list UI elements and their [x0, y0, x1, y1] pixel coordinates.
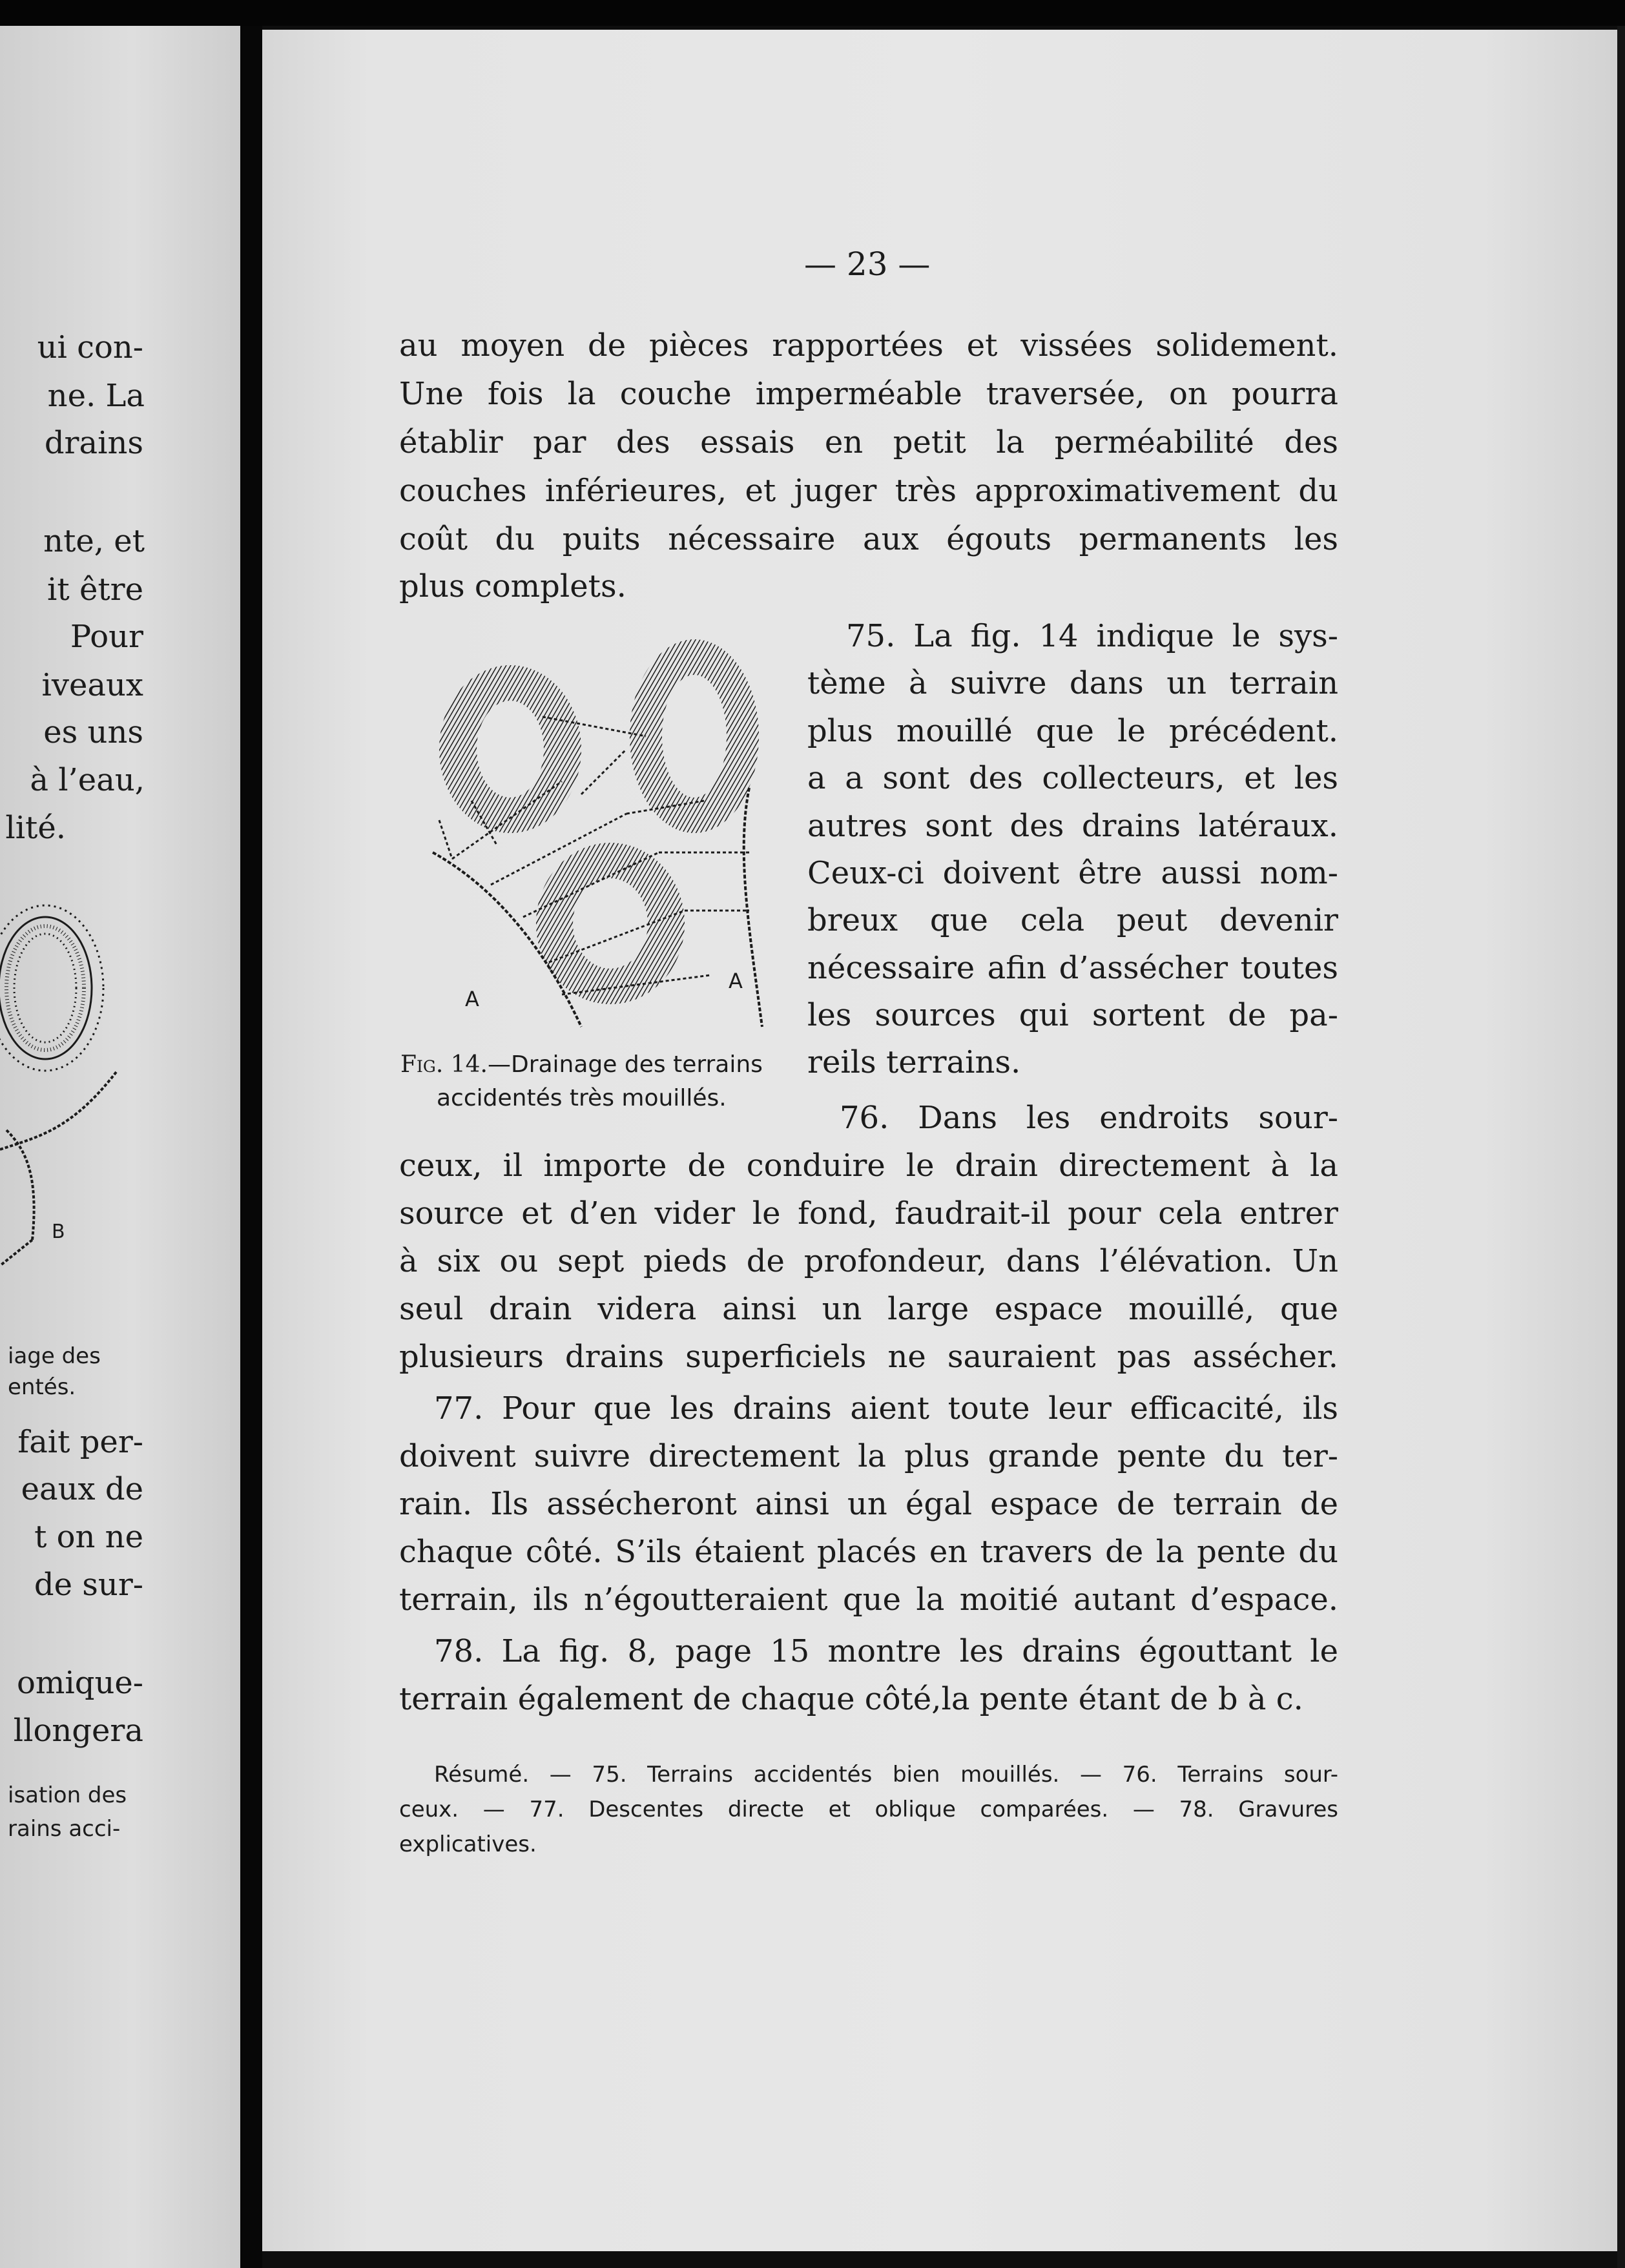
- para-76-line: plusieurs drains superficiels ne sauraient pas assécher.: [399, 1339, 1338, 1375]
- left-text-line: Pour: [70, 619, 143, 655]
- scan-right-border: [1617, 26, 1625, 2268]
- figure-caption-line2: accidentés très mouillés.: [437, 1085, 727, 1111]
- page-gutter: [240, 26, 262, 2268]
- para-76-line: seul drain videra ainsi un large espace mouillé, que: [399, 1291, 1338, 1327]
- left-text-line: de sur-: [34, 1567, 143, 1603]
- left-spring-blob: [0, 905, 103, 1071]
- para-75-line: a a sont des collecteurs, et les: [807, 760, 1338, 796]
- para-77-line: doivent suivre directement la plus grande pente du ter-: [399, 1438, 1338, 1474]
- left-caption-line: entés.: [8, 1374, 76, 1400]
- body-text-line: plus complets.: [399, 568, 626, 604]
- body-text-line: établir par des essais en petit la perméabilité des: [399, 424, 1338, 460]
- para-75-line: breux que cela peut devenir: [807, 902, 1338, 938]
- left-text-line: iveaux: [41, 667, 143, 703]
- left-text-line: drains: [44, 425, 143, 461]
- left-summary-line: rains acci-: [8, 1816, 121, 1842]
- summary-line: Résumé. — 75. Terrains accidentés bien mouillés. — 76. Terrains sour-: [434, 1762, 1338, 1788]
- left-summary-line: isation des: [8, 1782, 127, 1808]
- para-75-line: Ceux-ci doivent être aussi nom-: [807, 855, 1338, 891]
- para-77-line: 77. Pour que les drains aient toute leur efficacité, ils: [434, 1390, 1338, 1427]
- figure-caption-title: —Drainage des terrains: [487, 1051, 763, 1078]
- para-76-line: à six ou sept pieds de profondeur, dans l’élévation. Un: [399, 1243, 1338, 1279]
- body-text-line: coût du puits nécessaire aux égouts permanents les: [399, 521, 1338, 557]
- para-76-line: source et d’en vider le fond, faudrait-il pour cela entrer: [399, 1195, 1338, 1232]
- left-drain-line: [0, 1240, 32, 1266]
- figure-label-left: A: [465, 987, 479, 1011]
- spring-zone-bottom: [536, 843, 685, 1004]
- left-text-line: llongera: [13, 1713, 143, 1749]
- left-caption-line: iage des: [8, 1343, 101, 1369]
- spring-zone-top-right: [630, 639, 759, 833]
- body-text-line: au moyen de pièces rapportées et vissées solidement.: [399, 327, 1338, 364]
- scan-top-border: [0, 0, 1625, 26]
- left-text-line: omique-: [16, 1665, 143, 1701]
- para-78-line: 78. La fig. 8, page 15 montre les drains égouttant le: [434, 1633, 1338, 1669]
- left-text-line: nte, et: [43, 523, 145, 559]
- left-text-line: t on ne: [34, 1519, 143, 1555]
- figure-caption-number: Fig. 14.: [400, 1051, 488, 1078]
- left-text-line: ui con-: [37, 329, 143, 366]
- body-text-line: Une fois la couche imperméable traversée, on pourra: [399, 376, 1338, 412]
- para-77-line: terrain, ils n’égoutteraient que la moitié autant d’espace.: [399, 1582, 1338, 1618]
- summary-line: ceux. — 77. Descentes directe et oblique comparées. — 78. Gravures: [399, 1797, 1338, 1822]
- left-text-line: à l’eau,: [30, 762, 145, 798]
- para-75-line: tème à suivre dans un terrain: [807, 665, 1338, 701]
- para-75-line: les sources qui sortent de pa-: [807, 997, 1338, 1033]
- body-text-line: couches inférieures, et juger très approximativement du: [399, 473, 1338, 509]
- left-drain-line: [0, 1072, 116, 1149]
- left-figure-drawing: [0, 878, 240, 1279]
- para-77-line: rain. Ils assécheront ainsi un égal espace de terrain de: [399, 1486, 1338, 1522]
- left-text-line: eaux de: [21, 1471, 143, 1507]
- summary-line: explicatives.: [399, 1831, 537, 1857]
- left-text-line: es uns: [43, 714, 143, 750]
- spring-zone-top-left: [439, 665, 581, 833]
- para-75-line: nécessaire afin d’assécher toutes: [807, 950, 1338, 986]
- left-page-fragment: [0, 26, 240, 2268]
- page-number: — 23 —: [804, 245, 931, 283]
- collector-drain-right: [744, 788, 762, 1027]
- left-text-line: fait per-: [17, 1424, 143, 1460]
- para-78-line: terrain également de chaque côté,la pente étant de b à c.: [399, 1681, 1303, 1717]
- para-76-line: ceux, il importe de conduire le drain directement à la: [399, 1148, 1338, 1184]
- figure-label-right: A: [729, 969, 743, 993]
- figure-14-drainage-drawing: [413, 639, 801, 1040]
- figure-caption: [400, 1051, 763, 1078]
- left-text-line: lité.: [5, 810, 66, 846]
- para-75-line: plus mouillé que le précédent.: [807, 713, 1338, 749]
- para-75-line: 75. La fig. 14 indique le sys-: [846, 618, 1338, 654]
- para-75-line: autres sont des drains latéraux.: [807, 808, 1338, 844]
- para-75-line: reils terrains.: [807, 1044, 1021, 1080]
- para-76-line: 76. Dans les endroits sour-: [840, 1100, 1338, 1136]
- left-text-line: it être: [47, 572, 143, 608]
- para-77-line: chaque côté. S’ils étaient placés en travers de la pente du: [399, 1534, 1338, 1570]
- left-figure-label: B: [52, 1221, 65, 1243]
- left-text-line: ne. La: [47, 378, 145, 414]
